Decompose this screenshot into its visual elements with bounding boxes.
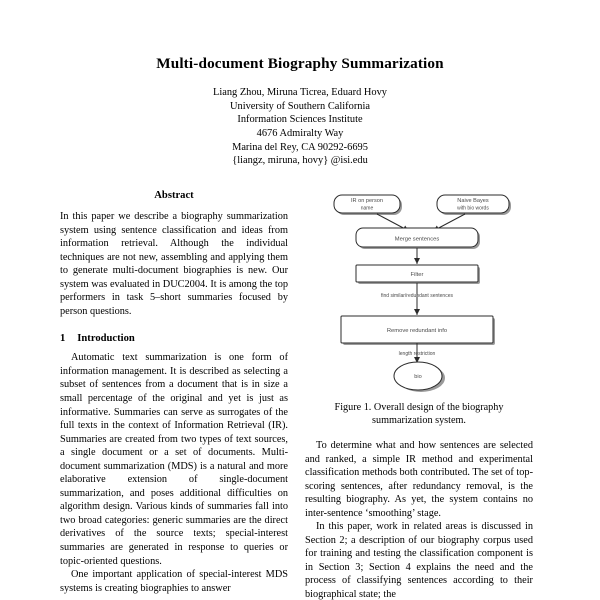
- left-column: [60, 190, 288, 600]
- section-heading-introduction: [60, 333, 288, 344]
- abstract-text: In this paper we describe a biography summarization system using sentence classification and ideas from information retrieval. Although the individual techniques are not new, assembling and applying them to generate multi-document biographies is new. Our system was evaluated in DUC2004. It is among the top performers in task 5–short summaries focused by person questions.: [60, 211, 288, 317]
- affiliation-institute: Information Sciences Institute: [237, 114, 363, 126]
- figure-caption-line2: summarization system.: [372, 415, 466, 426]
- paragraph-intro-1: Automatic text summarization is one form of information management. It is described as selecting a subset of sentences from a document that is in size a small percentage of the original and yet is just as informative. Summaries can serve as surrogates of the full texts in the context of Information Retrieval (IR). Summaries are created from two types of text sources, a single document or a set of documents. Multi-document summarization (MDS) is a natural and more elaborative extension of single-document summarization, and poses additional difficulties on algorithm design. Various kinds of summaries fall into two broad categories: generic summaries are the direct derivatives of the source texts; special-interest summaries are generated in response to queries or topic-oriented questions.: [60, 352, 288, 567]
- body-columns: [60, 190, 540, 600]
- contact-email: {liangz, miruna, hovy} @isi.edu: [232, 155, 368, 167]
- node-nb-label-line1: Naive Bayes: [457, 198, 489, 204]
- node-filter-label: Filter: [410, 272, 424, 278]
- paragraph-right-2: In this paper, work in related areas is discussed in Section 2; a description of our biography corpus used for training and testing the classification component is in Section 3; Section 4 explains the need and the process of classifying sentences according to their biographical state; the: [305, 521, 533, 600]
- edge-label-length-restriction: length restriction: [398, 351, 436, 357]
- figure-1: [305, 190, 533, 395]
- paragraph-intro-2: One important application of special-interest MDS systems is creating biographies to answer: [60, 569, 288, 594]
- page-title: Multi-document Biography Summarization: [156, 55, 444, 72]
- node-remove-label: Remove redundant info: [386, 328, 448, 334]
- flowchart-diagram: [305, 190, 533, 395]
- author-list: Liang Zhou, Miruna Ticrea, Eduard Hovy: [212, 87, 387, 99]
- node-ir-label-line2: name: [360, 205, 374, 212]
- address-street: 4676 Admiralty Way: [256, 128, 344, 140]
- affiliation-university: University of Southern California: [230, 100, 370, 112]
- edge-label-find-similar: find similar/redundant sentences: [381, 293, 453, 299]
- title-block: [60, 55, 540, 168]
- address-city: Marina del Rey, CA 90292-6695: [232, 141, 368, 153]
- abstract-heading: Abstract: [154, 190, 194, 201]
- section-number: 1: [60, 333, 66, 345]
- figure-caption-line1: Figure 1. Overall design of the biography: [334, 402, 504, 413]
- node-ir-label-line1: IR on person: [350, 198, 384, 204]
- node-nb-label-line2: with bio words: [457, 205, 489, 212]
- node-bio-label: bio: [414, 374, 422, 380]
- paragraph-right-1: To determine what and how sentences are selected and ranked, a simple IR method and experimental classification methods both contributed. The set of top-scoring sentences, after redundancy removal, is the resulting biography. As yet, the system contains no inter-sentence ‘smoothing’ stage.: [305, 440, 533, 519]
- figure-caption: [305, 401, 533, 427]
- node-merge-label: Merge sentences: [394, 236, 440, 243]
- section-title: Introduction: [77, 333, 135, 345]
- right-column: [305, 190, 533, 600]
